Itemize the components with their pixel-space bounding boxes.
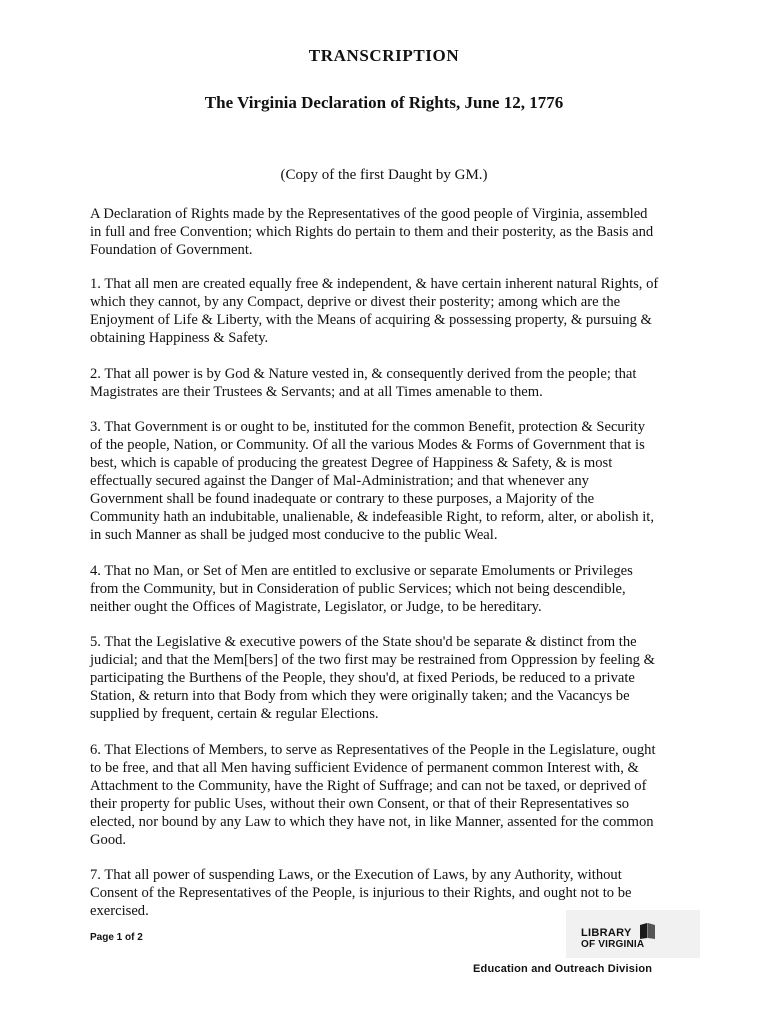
paragraph-article-4: 4. That no Man, or Set of Men are entitled to exclusive or separate Emoluments or Privileges from the Community, but in Consideration of public Services; which not being descendible, neither ought the Offices of Magistrate, Legislator, or Judge, to be hereditary.	[90, 563, 633, 615]
paragraph-article-2: 2. That all power is by God & Nature vested in, & consequently derived from the people; that Magistrates are their Trustees & Servants; and at all Times amenable to them.	[90, 366, 637, 400]
book-icon	[638, 921, 658, 941]
paragraph-article-7: 7. That all power of suspending Laws, or the Execution of Laws, by any Authority, without Consent of the Representatives of the People, is injurious to their Rights, and ought not to be exercised.	[90, 867, 632, 919]
document-label: TRANSCRIPTION	[308, 46, 460, 65]
page-number: Page 1 of 2	[90, 932, 143, 943]
paragraph-article-6: 6. That Elections of Members, to serve as Representatives of the People in the Legislature, ought to be free, and that all Men having sufficient Evidence of permanent common Interest with, & Attachment to the Community, have the Right of Suffrage; and can not be taxed, or deprived of their property for public Uses, without their own Consent, or that of their Representatives so elected, nor bound by any Law to which they have not, in like Manner, assented for the common Good.	[90, 742, 656, 848]
logo-line-of-virginia: OF VIRGINIA	[581, 939, 645, 950]
logo-line-library: LIBRARY	[581, 927, 632, 939]
document-subtitle: (Copy of the first Daught by GM.)	[280, 167, 488, 183]
paragraph-article-5: 5. That the Legislative & executive powers of the State shou'd be separate & distinct from the judicial; and that the Mem[bers] of the two first may be restrained from Oppression by feeling & participating the Burthens of the People, they shou'd, at fixed Periods, be reduced to a private Station, & return into that Body from which they were originally taken; and the Vacancys be supplied by frequent, certain & regular Elections.	[90, 634, 655, 722]
library-of-virginia-logo	[566, 910, 700, 958]
division-name: Education and Outreach Division	[473, 963, 653, 975]
paragraph-article-3: 3. That Government is or ought to be, instituted for the common Benefit, protection & Security of the people, Nation, or Community. Of all the various Modes & Forms of Government that is best, which is capable of producing the greatest Degree of Happiness & Safety, & is most effectually secured against the Danger of Mal-Administration; and that whenever any Government shall be found inadequate or contrary to these purposes, a Majority of the Community hath an indubitable, unalienable, & indefeasible Right, to reform, alter, or abolish it, in such Manner as shall be judged most conducive to the public Weal.	[90, 419, 654, 543]
document-title: The Virginia Declaration of Rights, June 12, 1776	[204, 93, 564, 112]
paragraph-article-1: 1. That all men are created equally free & independent, & have certain inherent natural Rights, of which they cannot, by any Compact, deprive or divest their posterity; among which are the Enjoyment of Life & Liberty, with the Means of acquiring & possessing property, & pursuing & obtaining Happiness & Safety.	[90, 276, 659, 346]
paragraph-preamble: A Declaration of Rights made by the Representatives of the good people of Virginia, assembled in full and free Convention; which Rights do pertain to them and their posterity, as the Basis and Foundation of Government.	[90, 206, 654, 258]
